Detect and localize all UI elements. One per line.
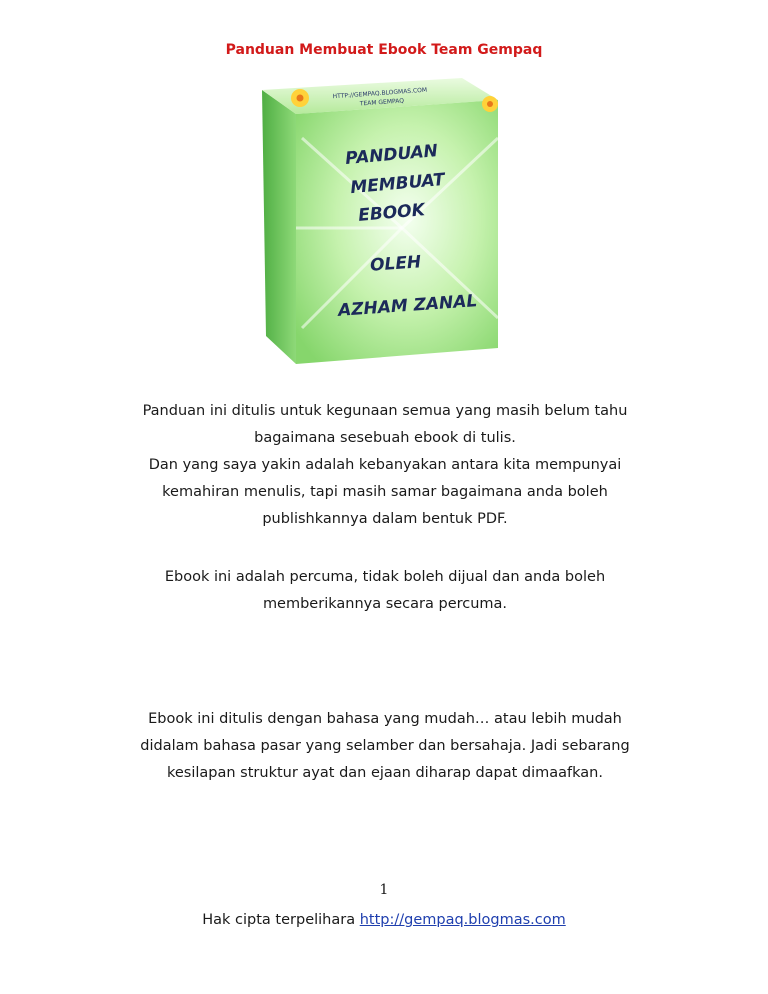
language-notice-paragraph bbox=[120, 706, 650, 787]
text-line: publishkannya dalam bentuk PDF. bbox=[262, 511, 508, 527]
text-line: Ebook ini adalah percuma, tidak boleh dijual dan anda boleh bbox=[164, 569, 606, 585]
text-line: memberikannya secara percuma. bbox=[262, 596, 508, 612]
cover-line: EBOOK bbox=[357, 200, 426, 226]
cover-line: PANDUAN bbox=[344, 141, 439, 170]
ebook-cover-image bbox=[262, 78, 498, 368]
intro-paragraph bbox=[120, 398, 650, 533]
footer bbox=[0, 912, 768, 928]
page-header-title: Panduan Membuat Ebook Team Gempaq bbox=[225, 42, 543, 58]
text-line: Dan yang saya yakin adalah kebanyakan antara kita mempunyai bbox=[148, 457, 622, 473]
cover-line: MEMBUAT bbox=[349, 169, 446, 199]
cover-spine-text: TEAM GEMPAQ bbox=[359, 97, 405, 108]
text-line: Ebook ini ditulis dengan bahasa yang mudah… atau lebih mudah bbox=[148, 711, 622, 727]
text-line: Panduan ini ditulis untuk kegunaan semua yang masih belum tahu bbox=[142, 403, 628, 419]
text-line: kemahiran menulis, tapi masih samar bagaimana anda boleh bbox=[162, 484, 608, 500]
text-line: bagaimana sesebuah ebook di tulis. bbox=[254, 430, 516, 446]
free-notice-paragraph bbox=[120, 564, 650, 618]
cover-line: OLEH bbox=[369, 252, 422, 276]
text-line: didalam bahasa pasar yang selamber dan bersahaja. Jadi sebarang bbox=[140, 738, 630, 754]
cover-line: AZHAM ZANAL bbox=[337, 291, 478, 321]
cover-side-face bbox=[262, 90, 296, 364]
text-line: kesilapan struktur ayat dan ejaan diharap dapat dimaafkan. bbox=[167, 765, 603, 781]
cover-spine-text: HTTP://GEMPAQ.BLOGMAS.COM bbox=[332, 86, 428, 101]
page-number: 1 bbox=[379, 882, 389, 898]
website-link[interactable]: http://gempaq.blogmas.com bbox=[359, 912, 566, 928]
copyright-label: Hak cipta terpelihara bbox=[202, 912, 356, 928]
